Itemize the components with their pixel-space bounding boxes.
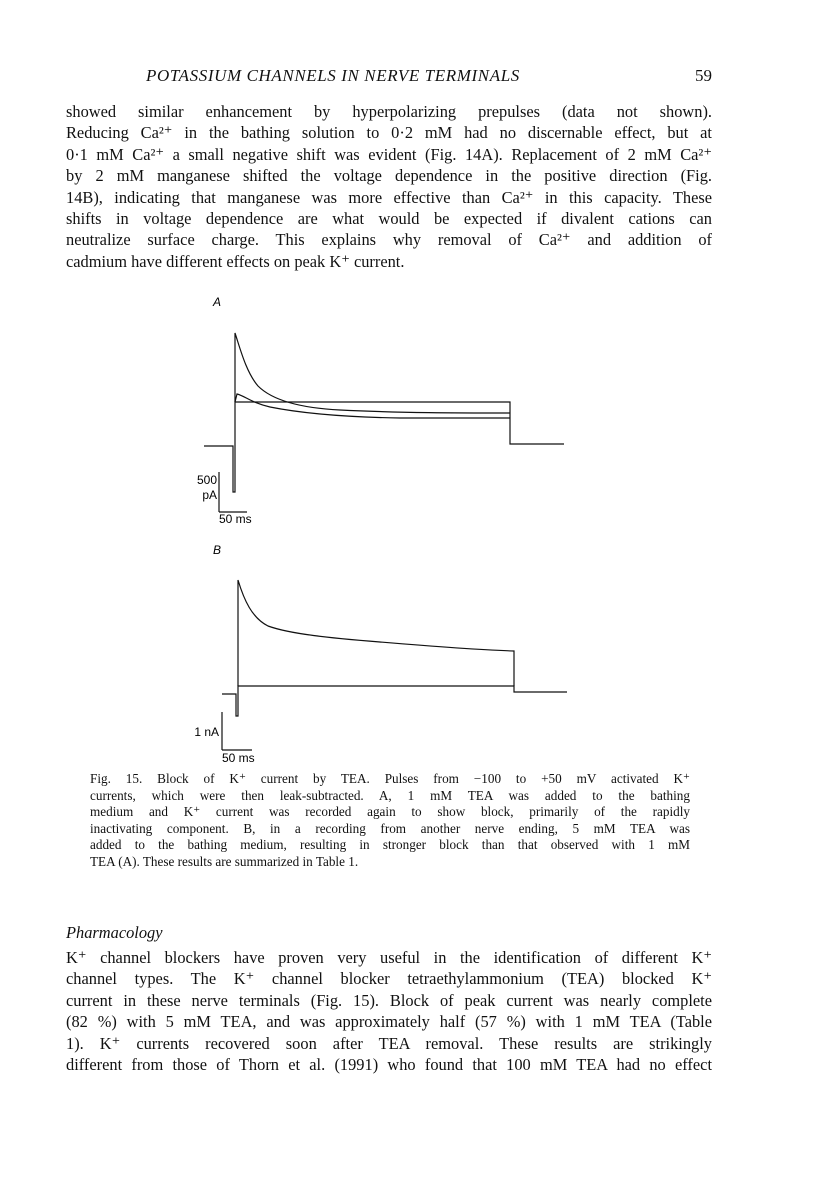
text-line: (82 %) with 5 mM TEA, and was approximately half (57 %) with 1 mM TEA (Table xyxy=(66,1012,712,1032)
panel-b-scale-bar xyxy=(222,712,252,750)
page-number: 59 xyxy=(695,66,712,85)
caption-line: inactivating component. B, in a recording from another nerve ending, 5 mM TEA was xyxy=(90,820,690,836)
caption-line: added to the bathing medium, resulting in stronger block than that observed with 1 mM xyxy=(90,837,690,853)
text-line: cadmium have different effects on peak K⁺ current. xyxy=(66,251,405,271)
text-line: neutralize surface charge. This explains why removal of Ca²⁺ and addition of xyxy=(66,230,712,250)
figure-caption xyxy=(90,771,690,871)
text-line: 1). K⁺ currents recovered soon after TEA removal. These results are strikingly xyxy=(66,1033,712,1053)
panel-a-baseline-trace xyxy=(204,402,564,492)
running-title: POTASSIUM CHANNELS IN NERVE TERMINALS xyxy=(146,66,520,85)
paragraph-2 xyxy=(66,947,712,1075)
caption-line: Fig. 15. Block of K⁺ current by TEA. Pulses from −100 to +50 mV activated K⁺ xyxy=(90,771,690,786)
text-line: by 2 mM manganese shifted the voltage dependence in the positive direction (Fig. xyxy=(66,166,712,186)
panel-b-control-trace xyxy=(238,580,514,686)
text-line: 14B), indicating that manganese was more effective than Ca²⁺ in this capacity. These xyxy=(66,187,712,207)
panel-a-label: A xyxy=(213,295,222,309)
text-line: 0·1 mM Ca²⁺ a small negative shift was evident (Fig. 14A). Replacement of 2 mM Ca²⁺ xyxy=(66,144,712,164)
panel-b-traces xyxy=(222,580,567,716)
panel-a-control-trace xyxy=(235,333,510,413)
caption-line: currents, which were then leak-subtracted. A, 1 mM TEA was added to the bathing xyxy=(90,787,690,803)
panel-a-traces xyxy=(204,333,564,492)
panel-b-scale-x: 50 ms xyxy=(222,751,255,765)
panel-a-scale-y-unit: pA xyxy=(202,488,217,502)
text-line: different from those of Thorn et al. (1991) who found that 100 mM TEA had no effect xyxy=(66,1055,712,1075)
panel-b-label: B xyxy=(213,543,222,557)
panel-a-scale-y: 500 xyxy=(196,473,217,487)
text-line: showed similar enhancement by hyperpolarizing prepulses (data not shown). xyxy=(66,102,712,121)
text-line: K⁺ channel blockers have proven very useful in the identification of different K⁺ xyxy=(66,948,712,967)
panel-b-baseline-trace xyxy=(222,686,567,716)
text-line: channel types. The K⁺ channel blocker tetraethylammonium (TEA) blocked K⁺ xyxy=(66,969,712,989)
section-heading: Pharmacology xyxy=(66,923,163,942)
text-line: current in these nerve terminals (Fig. 15). Block of peak current was nearly complete xyxy=(66,990,712,1010)
text-line: Reducing Ca²⁺ in the bathing solution to 0·2 mM had no discernable effect, but at xyxy=(66,123,712,143)
text-line: shifts in voltage dependence are what would be expected if divalent cations can xyxy=(66,209,712,229)
panel-a-scale-x: 50 ms xyxy=(219,512,252,526)
panel-b-scale-y: 1 nA xyxy=(194,725,219,739)
caption-line: medium and K⁺ current was recorded again to show block, primarily of the rapidly xyxy=(90,804,690,820)
caption-line: TEA (A). These results are summarized in Table 1. xyxy=(90,853,359,869)
